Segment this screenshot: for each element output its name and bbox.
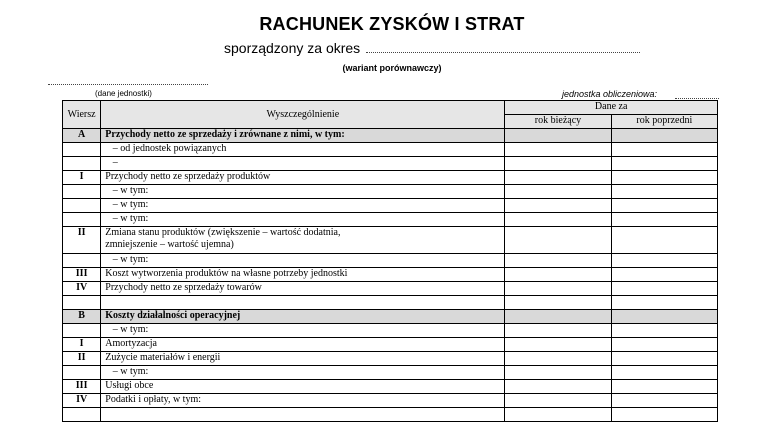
row-number: I: [63, 171, 101, 185]
previous-year-cell[interactable]: [611, 129, 717, 143]
row-description: – w tym:: [101, 366, 505, 380]
row-number: [63, 185, 101, 199]
table-row: [63, 408, 718, 422]
row-number: [63, 199, 101, 213]
table-row: [63, 310, 718, 324]
previous-year-cell[interactable]: [611, 185, 717, 199]
row-description: [101, 408, 505, 422]
previous-year-cell[interactable]: [611, 380, 717, 394]
header-description: Wyszczególnienie: [101, 101, 505, 129]
table-row: [63, 254, 718, 268]
current-year-cell[interactable]: [505, 185, 611, 199]
current-year-cell[interactable]: [505, 324, 611, 338]
current-year-cell[interactable]: [505, 254, 611, 268]
current-year-cell[interactable]: [505, 380, 611, 394]
table-row: [63, 282, 718, 296]
row-description: Koszt wytworzenia produktów na własne potrzeby jednostki: [101, 268, 505, 282]
table-row: [63, 324, 718, 338]
row-number: [63, 408, 101, 422]
current-year-cell[interactable]: [505, 199, 611, 213]
previous-year-cell[interactable]: [611, 394, 717, 408]
header-data-group: Dane za: [505, 101, 718, 115]
current-year-cell[interactable]: [505, 227, 611, 254]
row-description: –: [101, 157, 505, 171]
row-description: [101, 296, 505, 310]
previous-year-cell[interactable]: [611, 143, 717, 157]
current-year-cell[interactable]: [505, 157, 611, 171]
previous-year-cell[interactable]: [611, 296, 717, 310]
row-number: A: [63, 129, 101, 143]
table-row: [63, 352, 718, 366]
row-number: [63, 213, 101, 227]
current-year-cell[interactable]: [505, 394, 611, 408]
header-wiersz: Wiersz: [63, 101, 101, 129]
current-year-cell[interactable]: [505, 213, 611, 227]
row-number: [63, 157, 101, 171]
table-row: [63, 129, 718, 143]
row-description: – w tym:: [101, 199, 505, 213]
previous-year-cell[interactable]: [611, 366, 717, 380]
previous-year-cell[interactable]: [611, 338, 717, 352]
current-year-cell[interactable]: [505, 366, 611, 380]
previous-year-cell[interactable]: [611, 408, 717, 422]
table-row: [63, 199, 718, 213]
period-label: sporządzony za okres: [224, 40, 361, 56]
period-row: [224, 40, 640, 56]
previous-year-cell[interactable]: [611, 254, 717, 268]
row-description: Koszty działalności operacyjnej: [101, 310, 505, 324]
row-description: Przychody netto ze sprzedaży produktów: [101, 171, 505, 185]
current-year-cell[interactable]: [505, 282, 611, 296]
table-row: [63, 338, 718, 352]
row-number: IV: [63, 394, 101, 408]
row-description: – od jednostek powiązanych: [101, 143, 505, 157]
table-row: [63, 268, 718, 282]
calc-unit-label: jednostka obliczeniowa:: [562, 89, 658, 99]
table-row: [63, 296, 718, 310]
current-year-cell[interactable]: [505, 408, 611, 422]
previous-year-cell[interactable]: [611, 268, 717, 282]
previous-year-cell[interactable]: [611, 199, 717, 213]
calc-unit-field[interactable]: [675, 90, 719, 99]
current-year-cell[interactable]: [505, 352, 611, 366]
row-description: Usługi obce: [101, 380, 505, 394]
row-number: IV: [63, 282, 101, 296]
table-row: [63, 227, 718, 254]
current-year-cell[interactable]: [505, 338, 611, 352]
previous-year-cell[interactable]: [611, 213, 717, 227]
row-description: Podatki i opłaty, w tym:: [101, 394, 505, 408]
current-year-cell[interactable]: [505, 129, 611, 143]
variant-label: (wariant porównawczy): [342, 63, 442, 73]
row-description: Amortyzacja: [101, 338, 505, 352]
current-year-cell[interactable]: [505, 296, 611, 310]
row-number: III: [63, 268, 101, 282]
row-description: – w tym:: [101, 185, 505, 199]
row-number: III: [63, 380, 101, 394]
document-title: RACHUNEK ZYSKÓW I STRAT: [259, 14, 525, 34]
entity-field[interactable]: [48, 78, 208, 85]
header-previous-year: rok poprzedni: [611, 115, 717, 129]
previous-year-cell[interactable]: [611, 227, 717, 254]
table-row: [63, 213, 718, 227]
row-number: [63, 366, 101, 380]
table-body: [63, 129, 718, 422]
row-number: I: [63, 338, 101, 352]
row-description: – w tym:: [101, 213, 505, 227]
table-row: [63, 171, 718, 185]
period-field[interactable]: [366, 40, 640, 53]
table-row: [63, 143, 718, 157]
header-current-year: rok bieżący: [505, 115, 611, 129]
row-description: Przychody netto ze sprzedaży i zrównane z nimi, w tym:: [101, 129, 505, 143]
previous-year-cell[interactable]: [611, 352, 717, 366]
row-description: Zużycie materiałów i energii: [101, 352, 505, 366]
table-row: [63, 157, 718, 171]
row-number: [63, 254, 101, 268]
current-year-cell[interactable]: [505, 143, 611, 157]
previous-year-cell[interactable]: [611, 310, 717, 324]
row-description: – w tym:: [101, 254, 505, 268]
row-number: II: [63, 352, 101, 366]
table-row: [63, 394, 718, 408]
income-statement-table: [62, 100, 718, 422]
row-number: [63, 324, 101, 338]
current-year-cell[interactable]: [505, 310, 611, 324]
previous-year-cell[interactable]: [611, 171, 717, 185]
row-number: [63, 143, 101, 157]
table-row: [63, 185, 718, 199]
current-year-cell[interactable]: [505, 171, 611, 185]
current-year-cell[interactable]: [505, 268, 611, 282]
row-number: II: [63, 227, 101, 254]
row-description: Przychody netto ze sprzedaży towarów: [101, 282, 505, 296]
previous-year-cell[interactable]: [611, 157, 717, 171]
row-description: – w tym:: [101, 324, 505, 338]
previous-year-cell[interactable]: [611, 282, 717, 296]
table-row: [63, 366, 718, 380]
row-number: B: [63, 310, 101, 324]
row-description: Zmiana stanu produktów (zwiększenie – wartość dodatnia, zmniejszenie – wartość ujemna): [101, 227, 505, 254]
previous-year-cell[interactable]: [611, 324, 717, 338]
table-row: [63, 380, 718, 394]
entity-label: (dane jednostki): [95, 89, 152, 98]
row-number: [63, 296, 101, 310]
